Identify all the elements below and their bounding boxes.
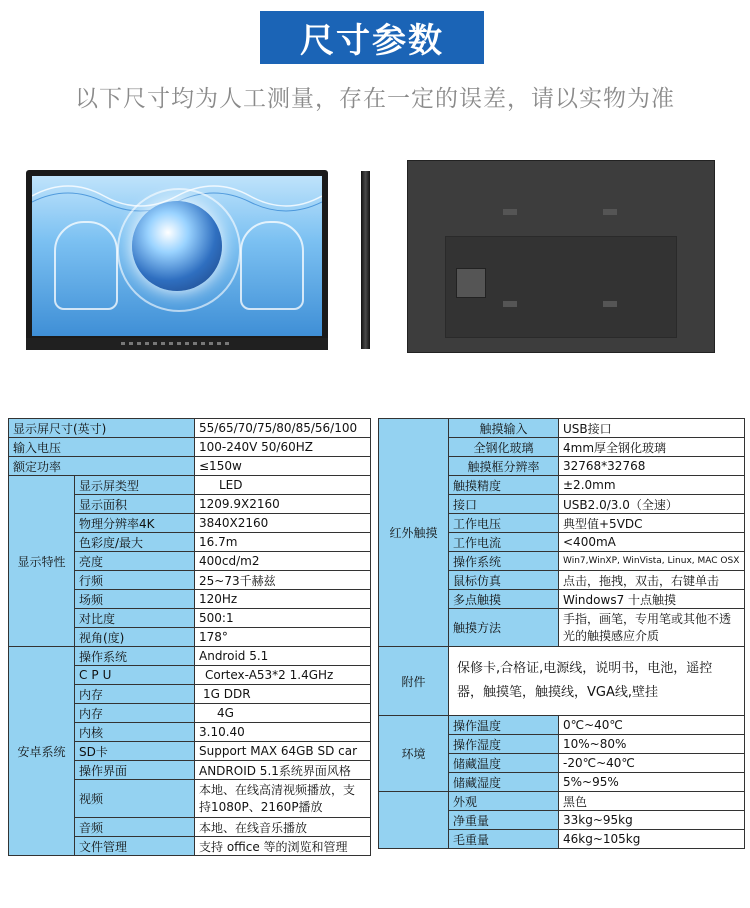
table-row <box>9 438 371 457</box>
spec-value: 3840X2160 <box>195 514 371 533</box>
spec-value: ANDROID 5.1系统界面风格 <box>195 761 371 780</box>
group-label-display: 显示特性 <box>9 476 75 647</box>
spec-value: 支持 office 等的浏览和管理 <box>195 837 371 856</box>
spec-value: 46kg~105kg <box>559 830 745 849</box>
mount-slot <box>603 301 617 307</box>
front-screen-graphic <box>32 176 322 336</box>
spec-value: 10%~80% <box>559 735 745 754</box>
spec-value: 1G DDR <box>195 685 371 704</box>
spec-label: CPU <box>75 666 195 685</box>
mount-slot <box>503 209 517 215</box>
spec-value: 100-240V 50/60HZ <box>195 438 371 457</box>
spec-value: 典型值+5VDC <box>559 514 745 533</box>
spec-label: 色彩度/最大 <box>75 533 195 552</box>
spec-label: 内核 <box>75 723 195 742</box>
table-row <box>9 647 371 666</box>
spec-label: 对比度 <box>75 609 195 628</box>
spec-value: Support MAX 64GB SD car <box>195 742 371 761</box>
spec-label: 操作温度 <box>449 716 559 735</box>
spec-value: USB2.0/3.0（全速） <box>559 495 745 514</box>
spec-label: 工作电流 <box>449 533 559 552</box>
spec-label: 内存 <box>75 704 195 723</box>
spec-value: 本地、在线音乐播放 <box>195 818 371 837</box>
spec-label: 物理分辨率4K <box>75 514 195 533</box>
spec-value: 黑色 <box>559 792 745 811</box>
spec-label: 行频 <box>75 571 195 590</box>
spec-label: 毛重量 <box>449 830 559 849</box>
spec-label: 触摸框分辨率 <box>449 457 559 476</box>
spec-value: 手指，画笔，专用笔或其他不透光的触摸感应介质 <box>559 609 745 647</box>
spec-label: 显示屏类型 <box>75 476 195 495</box>
spec-label: 显示面积 <box>75 495 195 514</box>
spec-value: Android 5.1 <box>195 647 371 666</box>
spec-label: 输入电压 <box>9 438 195 457</box>
spec-value: -20℃~40℃ <box>559 754 745 773</box>
spec-label: 显示屏尺寸(英寸) <box>9 419 195 438</box>
spec-label: 视频 <box>75 780 195 818</box>
spec-value: Windows7 十点触摸 <box>559 590 745 609</box>
right-hand-graphic <box>240 221 304 310</box>
spec-value: 本地、在线高清视频播放，支持1080P、2160P播放 <box>195 780 371 818</box>
spec-value: 1209.9X2160 <box>195 495 371 514</box>
spec-value: 点击，拖拽，双击，右键单击 <box>559 571 745 590</box>
group-label-environment: 环境 <box>379 716 449 792</box>
spec-label: 操作系统 <box>449 552 559 571</box>
mount-slot <box>603 209 617 215</box>
front-bottom-bezel <box>26 338 328 350</box>
spec-label: 储藏温度 <box>449 754 559 773</box>
spec-value: 5%~95% <box>559 773 745 792</box>
spec-value: 500:1 <box>195 609 371 628</box>
spec-value: Cortex-A53*2 1.4GHz <box>195 666 371 685</box>
left-hand-graphic <box>54 221 118 310</box>
spec-value: 25~73千赫兹 <box>195 571 371 590</box>
spec-label: 工作电压 <box>449 514 559 533</box>
spec-label: 鼠标仿真 <box>449 571 559 590</box>
spec-value: 0℃~40℃ <box>559 716 745 735</box>
table-row <box>379 647 745 716</box>
group-label-blank <box>379 792 449 849</box>
spec-label: 储藏湿度 <box>449 773 559 792</box>
spec-label: 场频 <box>75 590 195 609</box>
spec-value: 400cd/m2 <box>195 552 371 571</box>
page-title-banner: 尺寸参数 <box>260 11 484 64</box>
measurement-note: 以下尺寸均为人工测量，存在一定的误差，请以实物为准 <box>75 86 675 112</box>
spec-value: <400mA <box>559 533 745 552</box>
table-row <box>9 476 371 495</box>
spec-label: 文件管理 <box>75 837 195 856</box>
spec-value: 4mm厚全钢化玻璃 <box>559 438 745 457</box>
spec-value: Win7,WinXP, WinVista, Linux, MAC OSX <box>559 552 745 571</box>
spec-value: LED <box>195 476 371 495</box>
spec-label: SD卡 <box>75 742 195 761</box>
globe-graphic <box>132 201 222 291</box>
spec-value: 4G <box>195 704 371 723</box>
spec-value: 120Hz <box>195 590 371 609</box>
spec-label: 净重量 <box>449 811 559 830</box>
back-module <box>456 268 486 298</box>
table-row <box>9 457 371 476</box>
table-row <box>9 419 371 438</box>
spec-label: 操作界面 <box>75 761 195 780</box>
back-view-image <box>407 160 715 353</box>
spec-value: ±2.0mm <box>559 476 745 495</box>
spec-label: 额定功率 <box>9 457 195 476</box>
spec-table-right <box>378 418 745 849</box>
spec-value: ≤150w <box>195 457 371 476</box>
spec-label: 内存 <box>75 685 195 704</box>
spec-label: 触摸输入 <box>449 419 559 438</box>
table-row <box>379 716 745 735</box>
spec-label: 亮度 <box>75 552 195 571</box>
spec-label: 音频 <box>75 818 195 837</box>
group-label-accessories: 附件 <box>379 647 449 716</box>
group-label-android: 安卓系统 <box>9 647 75 856</box>
spec-label: 外观 <box>449 792 559 811</box>
front-view-image <box>26 170 328 350</box>
spec-value: 33kg~95kg <box>559 811 745 830</box>
spec-label: 操作系统 <box>75 647 195 666</box>
spec-value: 55/65/70/75/80/85/56/100 <box>195 419 371 438</box>
spec-label: 操作湿度 <box>449 735 559 754</box>
spec-label: 视角(度) <box>75 628 195 647</box>
spec-label: 全钢化玻璃 <box>449 438 559 457</box>
table-row <box>379 792 745 811</box>
spec-label: 接口 <box>449 495 559 514</box>
table-row <box>379 419 745 438</box>
spec-value: USB接口 <box>559 419 745 438</box>
side-view-image <box>361 171 370 349</box>
group-label-infrared: 红外触摸 <box>379 419 449 647</box>
spec-label: 触摸方法 <box>449 609 559 647</box>
mount-slot <box>503 301 517 307</box>
spec-value: 32768*32768 <box>559 457 745 476</box>
spec-label: 触摸精度 <box>449 476 559 495</box>
spec-value: 16.7m <box>195 533 371 552</box>
spec-table-left <box>8 418 371 856</box>
spec-label: 多点触摸 <box>449 590 559 609</box>
spec-value: 178° <box>195 628 371 647</box>
spec-value: 3.10.40 <box>195 723 371 742</box>
accessories-value: 保修卡,合格证,电源线，说明书，电池，遥控器，触摸笔，触摸线，VGA线,壁挂 <box>449 647 745 716</box>
